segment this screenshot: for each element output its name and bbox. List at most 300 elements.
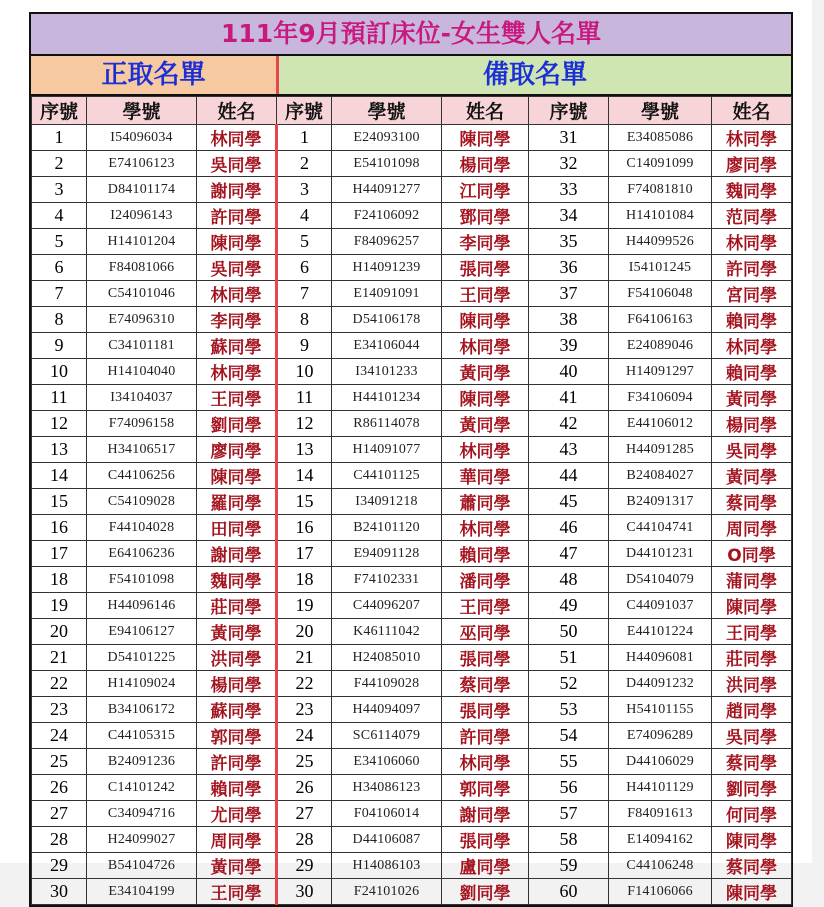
admitted-seq-cell: 12 [32, 411, 87, 437]
waitlist-student-id-cell: H44101129 [609, 775, 712, 801]
waitlist-student-id-cell: H44091277 [332, 177, 442, 203]
waitlist-student-name-cell: 李同學 [442, 229, 529, 255]
admitted-student-id-cell: F74096158 [87, 411, 197, 437]
table-row [32, 125, 792, 151]
waitlist-student-name-cell: 楊同學 [712, 411, 792, 437]
admitted-seq-cell: 11 [32, 385, 87, 411]
waitlist-student-name-cell: 林同學 [712, 229, 792, 255]
admitted-seq-cell: 16 [32, 515, 87, 541]
waitlist-student-name-cell: 賴同學 [712, 307, 792, 333]
admitted-student-name-cell: 許同學 [197, 203, 277, 229]
waitlist-seq-cell: 16 [277, 515, 332, 541]
waitlist-student-name-cell: 賴同學 [712, 359, 792, 385]
table-row [32, 567, 792, 593]
waitlist-seq-cell: 51 [529, 645, 609, 671]
admitted-student-name-cell: 洪同學 [197, 645, 277, 671]
admitted-student-id-cell: D84101174 [87, 177, 197, 203]
col-header-seq: 序號 [32, 97, 87, 125]
waitlist-student-id-cell: SC6114079 [332, 723, 442, 749]
table-row [32, 723, 792, 749]
waitlist-student-id-cell: R86114078 [332, 411, 442, 437]
waitlist-student-name-cell: 劉同學 [442, 879, 529, 905]
admitted-student-name-cell: 蘇同學 [197, 697, 277, 723]
admitted-student-name-cell: 吳同學 [197, 151, 277, 177]
waitlist-student-name-cell: 林同學 [442, 333, 529, 359]
admitted-student-id-cell: B34106172 [87, 697, 197, 723]
waitlist-student-name-cell: 林同學 [712, 125, 792, 151]
waitlist-seq-cell: 26 [277, 775, 332, 801]
admitted-student-name-cell: 吳同學 [197, 255, 277, 281]
waitlist-seq-cell: 40 [529, 359, 609, 385]
admitted-student-id-cell: H24099027 [87, 827, 197, 853]
waitlist-student-name-cell: 盧同學 [442, 853, 529, 879]
waitlist-seq-cell: 6 [277, 255, 332, 281]
waitlist-seq-cell: 4 [277, 203, 332, 229]
waitlist-student-name-cell: 郭同學 [442, 775, 529, 801]
admitted-seq-cell: 1 [32, 125, 87, 151]
waitlist-seq-cell: 33 [529, 177, 609, 203]
admitted-student-name-cell: 王同學 [197, 385, 277, 411]
column-header-row [32, 97, 792, 125]
admitted-student-name-cell: 劉同學 [197, 411, 277, 437]
waitlist-student-id-cell: D54104079 [609, 567, 712, 593]
waitlist-student-id-cell: F14106066 [609, 879, 712, 905]
waitlist-seq-cell: 41 [529, 385, 609, 411]
waitlist-seq-cell: 29 [277, 853, 332, 879]
waitlist-student-name-cell: 蔡同學 [712, 853, 792, 879]
col-header-name: 姓名 [197, 97, 277, 125]
waitlist-student-name-cell: 陳同學 [712, 879, 792, 905]
admitted-seq-cell: 8 [32, 307, 87, 333]
admitted-student-name-cell: 周同學 [197, 827, 277, 853]
waitlist-seq-cell: 15 [277, 489, 332, 515]
waitlist-student-name-cell: 華同學 [442, 463, 529, 489]
waitlist-student-name-cell: 陳同學 [442, 307, 529, 333]
admitted-seq-cell: 4 [32, 203, 87, 229]
admitted-student-name-cell: 謝同學 [197, 177, 277, 203]
admitted-student-name-cell: 黃同學 [197, 619, 277, 645]
table-row [32, 593, 792, 619]
waitlist-student-name-cell: 魏同學 [712, 177, 792, 203]
admitted-student-id-cell: H44096146 [87, 593, 197, 619]
waitlist-student-name-cell: 蔡同學 [442, 671, 529, 697]
waitlist-student-id-cell: H14091297 [609, 359, 712, 385]
admitted-student-id-cell: E94106127 [87, 619, 197, 645]
waitlist-seq-cell: 31 [529, 125, 609, 151]
admitted-student-name-cell: 許同學 [197, 749, 277, 775]
admitted-seq-cell: 2 [32, 151, 87, 177]
waitlist-student-id-cell: C44096207 [332, 593, 442, 619]
admitted-student-id-cell: C54101046 [87, 281, 197, 307]
waitlist-student-id-cell: H24085010 [332, 645, 442, 671]
admitted-seq-cell: 29 [32, 853, 87, 879]
admitted-student-id-cell: B54104726 [87, 853, 197, 879]
waitlist-student-id-cell: F04106014 [332, 801, 442, 827]
waitlist-seq-cell: 25 [277, 749, 332, 775]
admitted-student-id-cell: C44106256 [87, 463, 197, 489]
table-row [32, 619, 792, 645]
admitted-seq-cell: 6 [32, 255, 87, 281]
waitlist-seq-cell: 20 [277, 619, 332, 645]
waitlist-student-id-cell: F44109028 [332, 671, 442, 697]
waitlist-student-id-cell: D44091232 [609, 671, 712, 697]
waitlist-student-id-cell: E24089046 [609, 333, 712, 359]
admitted-student-id-cell: H34106517 [87, 437, 197, 463]
waitlist-student-id-cell: H54101155 [609, 697, 712, 723]
table-row [32, 255, 792, 281]
waitlist-student-id-cell: E34085086 [609, 125, 712, 151]
waitlist-section-label: 備取名單 [279, 56, 791, 94]
waitlist-seq-cell: 59 [529, 853, 609, 879]
waitlist-student-id-cell: F74081810 [609, 177, 712, 203]
waitlist-seq-cell: 28 [277, 827, 332, 853]
waitlist-seq-cell: 34 [529, 203, 609, 229]
waitlist-student-id-cell: H14091239 [332, 255, 442, 281]
waitlist-student-id-cell: E14091091 [332, 281, 442, 307]
col-header-id: 學號 [332, 97, 442, 125]
waitlist-seq-cell: 58 [529, 827, 609, 853]
waitlist-seq-cell: 38 [529, 307, 609, 333]
waitlist-student-name-cell: 陳同學 [442, 125, 529, 151]
waitlist-student-name-cell: 許同學 [442, 723, 529, 749]
table-row [32, 697, 792, 723]
waitlist-seq-cell: 44 [529, 463, 609, 489]
admitted-seq-cell: 25 [32, 749, 87, 775]
table-row [32, 879, 792, 905]
waitlist-seq-cell: 5 [277, 229, 332, 255]
waitlist-seq-cell: 24 [277, 723, 332, 749]
table-row [32, 307, 792, 333]
waitlist-student-id-cell: D44101231 [609, 541, 712, 567]
table-row [32, 541, 792, 567]
waitlist-student-id-cell: F24101026 [332, 879, 442, 905]
waitlist-student-id-cell: H44101234 [332, 385, 442, 411]
waitlist-seq-cell: 19 [277, 593, 332, 619]
waitlist-seq-cell: 23 [277, 697, 332, 723]
waitlist-student-name-cell: 蔡同學 [712, 749, 792, 775]
admitted-student-name-cell: 林同學 [197, 359, 277, 385]
waitlist-student-id-cell: H44096081 [609, 645, 712, 671]
admitted-student-id-cell: E74106123 [87, 151, 197, 177]
waitlist-student-id-cell: F74102331 [332, 567, 442, 593]
waitlist-student-name-cell: 黃同學 [442, 359, 529, 385]
waitlist-student-name-cell: 陳同學 [712, 827, 792, 853]
waitlist-student-id-cell: E34106060 [332, 749, 442, 775]
table-row [32, 515, 792, 541]
admitted-seq-cell: 26 [32, 775, 87, 801]
admitted-seq-cell: 5 [32, 229, 87, 255]
admitted-student-name-cell: 楊同學 [197, 671, 277, 697]
waitlist-student-id-cell: B24084027 [609, 463, 712, 489]
waitlist-student-name-cell: 鄧同學 [442, 203, 529, 229]
waitlist-seq-cell: 60 [529, 879, 609, 905]
waitlist-student-name-cell: 宮同學 [712, 281, 792, 307]
waitlist-seq-cell: 55 [529, 749, 609, 775]
admitted-seq-cell: 3 [32, 177, 87, 203]
waitlist-seq-cell: 42 [529, 411, 609, 437]
waitlist-student-id-cell: E74096289 [609, 723, 712, 749]
waitlist-seq-cell: 49 [529, 593, 609, 619]
roster-table-frame [29, 12, 793, 907]
waitlist-seq-cell: 10 [277, 359, 332, 385]
admitted-seq-cell: 28 [32, 827, 87, 853]
waitlist-seq-cell: 48 [529, 567, 609, 593]
waitlist-student-id-cell: H14086103 [332, 853, 442, 879]
roster-title: 111年9月預訂床位-女生雙人名單 [31, 14, 791, 56]
waitlist-student-name-cell: 楊同學 [442, 151, 529, 177]
admitted-seq-cell: 10 [32, 359, 87, 385]
table-row [32, 775, 792, 801]
waitlist-student-id-cell: E44106012 [609, 411, 712, 437]
admitted-student-id-cell: E74096310 [87, 307, 197, 333]
waitlist-student-id-cell: H44094097 [332, 697, 442, 723]
admitted-student-name-cell: 郭同學 [197, 723, 277, 749]
admitted-student-id-cell: F44104028 [87, 515, 197, 541]
admitted-student-id-cell: E64106236 [87, 541, 197, 567]
waitlist-seq-cell: 36 [529, 255, 609, 281]
admitted-student-name-cell: 賴同學 [197, 775, 277, 801]
waitlist-student-name-cell: 張同學 [442, 255, 529, 281]
waitlist-seq-cell: 50 [529, 619, 609, 645]
table-row [32, 853, 792, 879]
admitted-seq-cell: 27 [32, 801, 87, 827]
waitlist-seq-cell: 13 [277, 437, 332, 463]
waitlist-student-name-cell: 吳同學 [712, 437, 792, 463]
admitted-student-name-cell: 李同學 [197, 307, 277, 333]
col-header-id: 學號 [609, 97, 712, 125]
waitlist-student-name-cell: 謝同學 [442, 801, 529, 827]
waitlist-student-name-cell: 廖同學 [712, 151, 792, 177]
waitlist-student-name-cell: 潘同學 [442, 567, 529, 593]
admitted-seq-cell: 17 [32, 541, 87, 567]
waitlist-seq-cell: 2 [277, 151, 332, 177]
admitted-seq-cell: 23 [32, 697, 87, 723]
waitlist-seq-cell: 1 [277, 125, 332, 151]
waitlist-student-id-cell: E24093100 [332, 125, 442, 151]
admitted-student-name-cell: 魏同學 [197, 567, 277, 593]
waitlist-student-id-cell: H14091077 [332, 437, 442, 463]
waitlist-student-name-cell: 周同學 [712, 515, 792, 541]
admitted-seq-cell: 9 [32, 333, 87, 359]
admitted-student-name-cell: 陳同學 [197, 463, 277, 489]
waitlist-seq-cell: 35 [529, 229, 609, 255]
admitted-student-id-cell: D54101225 [87, 645, 197, 671]
waitlist-student-name-cell: 江同學 [442, 177, 529, 203]
waitlist-seq-cell: 56 [529, 775, 609, 801]
waitlist-student-id-cell: B24091317 [609, 489, 712, 515]
admitted-student-name-cell: 黃同學 [197, 853, 277, 879]
waitlist-seq-cell: 17 [277, 541, 332, 567]
waitlist-seq-cell: 18 [277, 567, 332, 593]
waitlist-student-id-cell: F24106092 [332, 203, 442, 229]
table-row [32, 203, 792, 229]
waitlist-student-id-cell: D44106029 [609, 749, 712, 775]
waitlist-student-id-cell: E14094162 [609, 827, 712, 853]
waitlist-seq-cell: 57 [529, 801, 609, 827]
admitted-student-id-cell: H14104040 [87, 359, 197, 385]
waitlist-student-id-cell: H14101084 [609, 203, 712, 229]
admitted-seq-cell: 22 [32, 671, 87, 697]
table-row [32, 177, 792, 203]
admitted-student-id-cell: I34104037 [87, 385, 197, 411]
waitlist-student-name-cell: 許同學 [712, 255, 792, 281]
admitted-seq-cell: 7 [32, 281, 87, 307]
waitlist-student-id-cell: B24101120 [332, 515, 442, 541]
admitted-student-name-cell: 羅同學 [197, 489, 277, 515]
waitlist-student-name-cell: 劉同學 [712, 775, 792, 801]
admitted-seq-cell: 30 [32, 879, 87, 905]
waitlist-seq-cell: 3 [277, 177, 332, 203]
waitlist-seq-cell: 46 [529, 515, 609, 541]
waitlist-student-name-cell: 林同學 [442, 515, 529, 541]
admitted-student-id-cell: C44105315 [87, 723, 197, 749]
waitlist-student-id-cell: F64106163 [609, 307, 712, 333]
waitlist-student-id-cell: F34106094 [609, 385, 712, 411]
admitted-student-name-cell: 莊同學 [197, 593, 277, 619]
admitted-student-id-cell: B24091236 [87, 749, 197, 775]
waitlist-student-id-cell: C44104741 [609, 515, 712, 541]
admitted-seq-cell: 20 [32, 619, 87, 645]
admitted-seq-cell: 15 [32, 489, 87, 515]
waitlist-student-id-cell: C44101125 [332, 463, 442, 489]
admitted-student-id-cell: I54096034 [87, 125, 197, 151]
waitlist-student-id-cell: F84096257 [332, 229, 442, 255]
admitted-student-name-cell: 田同學 [197, 515, 277, 541]
section-headers [31, 56, 791, 96]
waitlist-student-name-cell: O同學 [712, 541, 792, 567]
waitlist-seq-cell: 45 [529, 489, 609, 515]
waitlist-student-name-cell: 何同學 [712, 801, 792, 827]
table-row [32, 385, 792, 411]
waitlist-student-name-cell: 蕭同學 [442, 489, 529, 515]
waitlist-seq-cell: 47 [529, 541, 609, 567]
waitlist-student-name-cell: 王同學 [442, 593, 529, 619]
waitlist-student-id-cell: F84091613 [609, 801, 712, 827]
admitted-student-id-cell: F54101098 [87, 567, 197, 593]
waitlist-seq-cell: 37 [529, 281, 609, 307]
waitlist-student-id-cell: D44106087 [332, 827, 442, 853]
waitlist-seq-cell: 9 [277, 333, 332, 359]
admitted-seq-cell: 21 [32, 645, 87, 671]
waitlist-student-name-cell: 范同學 [712, 203, 792, 229]
waitlist-student-id-cell: E34106044 [332, 333, 442, 359]
admitted-student-name-cell: 尤同學 [197, 801, 277, 827]
table-row [32, 801, 792, 827]
waitlist-student-name-cell: 張同學 [442, 827, 529, 853]
table-row [32, 359, 792, 385]
waitlist-student-name-cell: 黃同學 [442, 411, 529, 437]
col-header-seq: 序號 [529, 97, 609, 125]
waitlist-seq-cell: 22 [277, 671, 332, 697]
admitted-student-id-cell: C14101242 [87, 775, 197, 801]
admitted-seq-cell: 14 [32, 463, 87, 489]
waitlist-seq-cell: 12 [277, 411, 332, 437]
admitted-student-id-cell: C34101181 [87, 333, 197, 359]
admitted-student-id-cell: I24096143 [87, 203, 197, 229]
waitlist-student-name-cell: 林同學 [442, 749, 529, 775]
waitlist-seq-cell: 11 [277, 385, 332, 411]
waitlist-student-id-cell: D54106178 [332, 307, 442, 333]
roster-body [32, 125, 792, 905]
waitlist-student-id-cell: I34101233 [332, 359, 442, 385]
waitlist-student-id-cell: K46111042 [332, 619, 442, 645]
waitlist-student-id-cell: H44091285 [609, 437, 712, 463]
waitlist-student-id-cell: C14091099 [609, 151, 712, 177]
table-row [32, 437, 792, 463]
admitted-seq-cell: 13 [32, 437, 87, 463]
admitted-student-id-cell: C34094716 [87, 801, 197, 827]
waitlist-student-id-cell: I54101245 [609, 255, 712, 281]
admitted-student-name-cell: 蘇同學 [197, 333, 277, 359]
waitlist-student-name-cell: 林同學 [712, 333, 792, 359]
waitlist-student-name-cell: 王同學 [712, 619, 792, 645]
col-header-seq: 序號 [277, 97, 332, 125]
admitted-student-id-cell: F84081066 [87, 255, 197, 281]
waitlist-student-id-cell: F54106048 [609, 281, 712, 307]
waitlist-student-name-cell: 陳同學 [712, 593, 792, 619]
admitted-student-id-cell: E34104199 [87, 879, 197, 905]
table-row [32, 489, 792, 515]
table-row [32, 645, 792, 671]
waitlist-student-name-cell: 趙同學 [712, 697, 792, 723]
table-row [32, 151, 792, 177]
waitlist-seq-cell: 30 [277, 879, 332, 905]
waitlist-seq-cell: 53 [529, 697, 609, 723]
table-row [32, 463, 792, 489]
waitlist-seq-cell: 8 [277, 307, 332, 333]
waitlist-student-id-cell: E54101098 [332, 151, 442, 177]
waitlist-seq-cell: 14 [277, 463, 332, 489]
admitted-student-id-cell: C54109028 [87, 489, 197, 515]
waitlist-student-name-cell: 蒲同學 [712, 567, 792, 593]
table-row [32, 281, 792, 307]
waitlist-seq-cell: 7 [277, 281, 332, 307]
waitlist-seq-cell: 32 [529, 151, 609, 177]
admitted-student-name-cell: 林同學 [197, 281, 277, 307]
col-header-name: 姓名 [712, 97, 792, 125]
waitlist-student-name-cell: 王同學 [442, 281, 529, 307]
waitlist-student-name-cell: 莊同學 [712, 645, 792, 671]
waitlist-student-name-cell: 黃同學 [712, 385, 792, 411]
admitted-seq-cell: 19 [32, 593, 87, 619]
waitlist-student-name-cell: 賴同學 [442, 541, 529, 567]
admitted-student-name-cell: 謝同學 [197, 541, 277, 567]
waitlist-student-id-cell: I34091218 [332, 489, 442, 515]
waitlist-student-name-cell: 吳同學 [712, 723, 792, 749]
admitted-seq-cell: 18 [32, 567, 87, 593]
waitlist-student-id-cell: H34086123 [332, 775, 442, 801]
table-row [32, 671, 792, 697]
waitlist-student-name-cell: 張同學 [442, 697, 529, 723]
waitlist-student-name-cell: 黃同學 [712, 463, 792, 489]
admitted-student-name-cell: 陳同學 [197, 229, 277, 255]
table-row [32, 333, 792, 359]
table-row [32, 749, 792, 775]
waitlist-student-name-cell: 巫同學 [442, 619, 529, 645]
waitlist-student-id-cell: H44099526 [609, 229, 712, 255]
waitlist-seq-cell: 52 [529, 671, 609, 697]
admitted-student-id-cell: H14109024 [87, 671, 197, 697]
admitted-student-name-cell: 林同學 [197, 125, 277, 151]
waitlist-student-name-cell: 洪同學 [712, 671, 792, 697]
waitlist-student-name-cell: 林同學 [442, 437, 529, 463]
table-row [32, 827, 792, 853]
admitted-student-name-cell: 廖同學 [197, 437, 277, 463]
admitted-seq-cell: 24 [32, 723, 87, 749]
admitted-student-id-cell: H14101204 [87, 229, 197, 255]
waitlist-student-id-cell: C44106248 [609, 853, 712, 879]
col-header-name: 姓名 [442, 97, 529, 125]
